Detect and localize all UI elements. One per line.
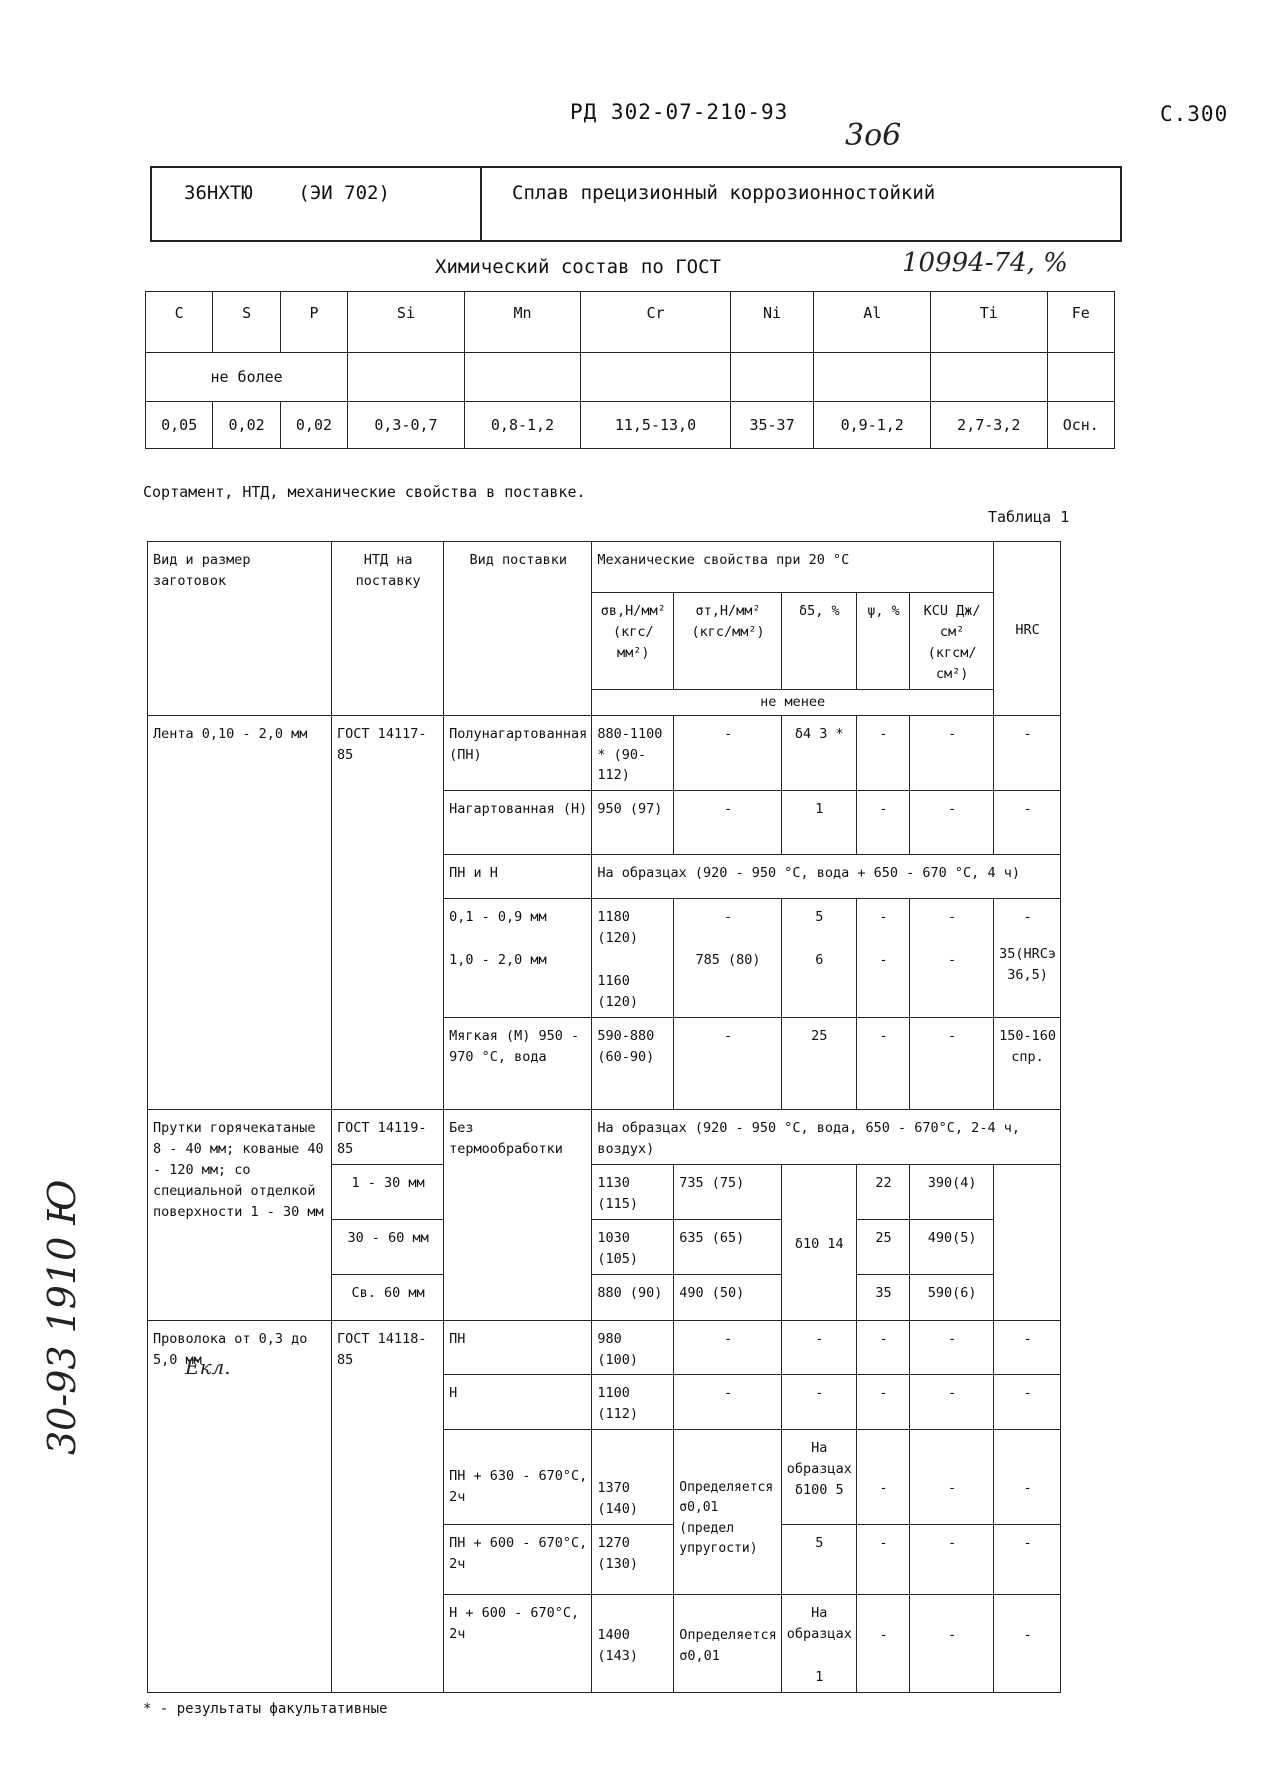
document-code: РД 302-07-210-93 (570, 100, 789, 124)
dash: - (781, 1320, 856, 1375)
dash: - (910, 1320, 994, 1375)
p2-psi: 25 (856, 1219, 909, 1274)
row-prutki: Прутки горячекатаные 8 - 40 мм; кованые 40 - 120 мм; со специальной отделкой поверхности 1 - 30 мм (148, 1110, 332, 1321)
p3-sigma-b: 880 (90) (592, 1274, 674, 1320)
p1-sigma-b: 1130 (115) (592, 1164, 674, 1219)
chem-empty-cell (1047, 353, 1114, 402)
post-n: Нагартованная (Н) (444, 791, 592, 855)
prutki-size-3: Св. 60 мм (332, 1274, 444, 1320)
post-m: Мягкая (М) 950 - 970 °С, вода (444, 1018, 592, 1110)
dash: - (856, 1375, 909, 1430)
chem-value-cell: Осн. (1047, 402, 1114, 449)
chem-header-cell: C (146, 292, 213, 353)
range-psi (856, 899, 909, 1018)
header-kcu: КСU Дж/см² (кгсм/см²) (910, 593, 994, 690)
dash: - (910, 791, 994, 855)
chem-value-cell: 0,8-1,2 (464, 402, 581, 449)
obr-note-2: На образцах (920 - 950 °С, вода, 650 - 670°С, 2-4 ч, воздух) (592, 1110, 1061, 1165)
chem-header-cell: Ti (931, 292, 1048, 353)
dash: - (994, 1525, 1061, 1595)
m-delta: 25 (781, 1018, 856, 1110)
dash: - (994, 791, 1061, 855)
post-pn: Полунагартованная (ПН) (444, 715, 592, 791)
dash: - (856, 791, 909, 855)
dash: - (723, 909, 733, 926)
chem-gost-number: 10994-74, % (902, 248, 1068, 278)
handwritten-page-number: 3о6 (845, 118, 902, 153)
w2-delta: 5 (781, 1525, 856, 1595)
gost-lenta: ГОСТ 14117-85 (332, 715, 444, 1109)
w-n-sigma-b: 1100 (112) (592, 1375, 674, 1430)
r2-hrc: 35(HRCэ 36,5) (999, 946, 1056, 984)
header-hrc: HRC (994, 542, 1061, 716)
chem-empty-cell (931, 353, 1048, 402)
dash: - (994, 1320, 1061, 1375)
dash: - (781, 1375, 856, 1430)
w3-delta-value: 1 (815, 1668, 824, 1685)
chem-value-cell: 0,02 (280, 402, 347, 449)
r2-sigma-t: 785 (80) (695, 952, 761, 969)
chem-header-cell: Mn (464, 292, 581, 353)
post-w2: ПН + 600 - 670°С, 2ч (444, 1525, 592, 1595)
dash: - (856, 715, 909, 791)
p2-sigma-b: 1030 (105) (592, 1219, 674, 1274)
obr-note-4: На образцах (786, 1605, 852, 1643)
w3-sigma-b: 1400 (143) (592, 1595, 674, 1693)
chem-empty-cell (814, 353, 931, 402)
chem-empty-cell (464, 353, 581, 402)
mechanical-properties-table (147, 541, 1061, 1693)
header-sigma-t: σт,Н/мм² (кгс/мм²) (674, 593, 782, 690)
header-vid: Вид и размер заготовок (148, 542, 332, 716)
header-delta5: δ5, % (781, 593, 856, 690)
chem-value-cell: 35-37 (730, 402, 814, 449)
title-divider (480, 168, 482, 240)
n-sigma-b: 950 (97) (592, 791, 674, 855)
prutki-hrc-empty (994, 1164, 1061, 1320)
range-hrc (994, 899, 1061, 1018)
chem-header-cell: Cr (581, 292, 730, 353)
dash: - (879, 952, 888, 969)
dash: - (674, 1320, 782, 1375)
dash: - (856, 1430, 909, 1525)
header-psi: ψ, % (856, 593, 909, 690)
header-mech: Механические свойства при 20 °С (592, 542, 994, 593)
w2-sigma-b: 1270 (130) (592, 1525, 674, 1595)
w1-delta (781, 1430, 856, 1525)
chem-empty-cell (730, 353, 814, 402)
dash: - (994, 1430, 1061, 1525)
dash: - (910, 1430, 994, 1525)
m-hrc: 150-160 спр. (994, 1018, 1061, 1110)
r2-delta: 6 (815, 952, 824, 969)
handwritten-note: Екл. (185, 1355, 231, 1379)
chem-composition-label: Химический состав по ГОСТ (435, 256, 721, 278)
post-range-1 (444, 899, 592, 1018)
r1-sigma-b: 1180 (120) (597, 909, 638, 947)
dash: - (856, 1525, 909, 1595)
not-less-label: не менее (592, 689, 994, 715)
m-sigma-b: 590-880 (60-90) (592, 1018, 674, 1110)
header-post: Вид поставки (444, 542, 592, 716)
dash: - (1023, 909, 1032, 926)
p1-sigma-t: 735 (75) (674, 1164, 782, 1219)
dash: - (948, 909, 957, 926)
w3-opr: Определяется σ0,01 (674, 1595, 782, 1693)
chem-header-cell: Al (814, 292, 931, 353)
dash: - (856, 1018, 909, 1110)
pn-sigma-b: 880-1100 * (90-112) (592, 715, 674, 791)
post-bez: Без термообработки (444, 1110, 592, 1321)
range-sigma-t (674, 899, 782, 1018)
post-w1: ПН + 630 - 670°С, 2ч (444, 1430, 592, 1525)
not-more-label: не более (146, 353, 348, 402)
dash: - (948, 952, 957, 969)
p1-kcu: 390(4) (910, 1164, 994, 1219)
range-2-label: 1,0 - 2,0 мм (449, 952, 547, 969)
prutki-size-2: 30 - 60 мм (332, 1219, 444, 1274)
sortament-heading: Сортамент, НТД, механические свойства в поставке. (143, 483, 586, 501)
dash: - (674, 1375, 782, 1430)
dash: - (674, 1018, 782, 1110)
chem-header-cell: Fe (1047, 292, 1114, 353)
row-lenta: Лента 0,10 - 2,0 мм (148, 715, 332, 1109)
prutki-size-1: 1 - 30 мм (332, 1164, 444, 1219)
p3-kcu: 590(6) (910, 1274, 994, 1320)
dash: - (674, 791, 782, 855)
row-provoloka: Проволока от 0,3 до 5,0 мм (148, 1320, 332, 1692)
gost-provoloka: ГОСТ 14118-85 (332, 1320, 444, 1692)
post-w-pn: ПН (444, 1320, 592, 1375)
r2-sigma-b: 1160 (120) (597, 973, 638, 1011)
dash: - (674, 715, 782, 791)
gost-prutki: ГОСТ 14119-85 (332, 1110, 444, 1165)
w-pn-sigma-b: 980 (100) (592, 1320, 674, 1375)
header-sigma-b: σв,Н/мм² (кгс/мм²) (592, 593, 674, 690)
chem-header-cell: Ni (730, 292, 814, 353)
n-delta: 1 (781, 791, 856, 855)
chem-value-cell: 11,5-13,0 (581, 402, 730, 449)
dash: - (856, 1595, 909, 1693)
alloy-description: Сплав прецизионный коррозионностойкий (512, 182, 936, 204)
dash: - (910, 715, 994, 791)
p3-sigma-t: 490 (50) (674, 1274, 782, 1320)
obr-note-3: На образцах (786, 1440, 852, 1478)
chem-empty-cell (348, 353, 465, 402)
w1-delta-value: δ100 5 (794, 1482, 844, 1499)
dash: - (994, 1375, 1061, 1430)
post-w3: Н + 600 - 670°С, 2ч (444, 1595, 592, 1693)
dash: - (910, 1375, 994, 1430)
dash: - (994, 1595, 1061, 1693)
w3-delta (781, 1595, 856, 1693)
chem-value-cell: 0,3-0,7 (348, 402, 465, 449)
p3-psi: 35 (856, 1274, 909, 1320)
dash: - (910, 1595, 994, 1693)
table-label: Таблица 1 (988, 508, 1070, 526)
header-ntd: НТД на поставку (332, 542, 444, 716)
pn-delta: δ4 3 * (781, 715, 856, 791)
p1-psi: 22 (856, 1164, 909, 1219)
chem-header-cell: S (213, 292, 280, 353)
chem-header-cell: Si (348, 292, 465, 353)
chem-value-cell: 0,02 (213, 402, 280, 449)
w1-sigma-b: 1370 (140) (592, 1430, 674, 1525)
r1-delta: 5 (815, 909, 824, 926)
range-1-label: 0,1 - 0,9 мм (449, 909, 547, 926)
dash: - (879, 909, 888, 926)
title-box (150, 166, 1122, 242)
post-w-n: Н (444, 1375, 592, 1430)
range-delta (781, 899, 856, 1018)
dash: - (910, 1018, 994, 1110)
p2-sigma-t: 635 (65) (674, 1219, 782, 1274)
prutki-delta10: δ10 14 (781, 1164, 856, 1320)
steel-grade: 36НХТЮ (ЭИ 702) (184, 182, 390, 204)
obr-note-1: На образцах (920 - 950 °С, вода + 650 - 670 °С, 4 ч) (592, 855, 1061, 899)
range-kcu (910, 899, 994, 1018)
chem-value-cell: 0,9-1,2 (814, 402, 931, 449)
margin-handwritten-note: 30-93 1910 Ю (40, 1179, 84, 1455)
chem-value-cell: 2,7-3,2 (931, 402, 1048, 449)
dash: - (856, 1320, 909, 1375)
page-number: С.300 (1160, 102, 1229, 126)
dash: - (994, 715, 1061, 791)
post-pn-n: ПН и Н (444, 855, 592, 899)
chem-header-cell: P (280, 292, 347, 353)
dash: - (910, 1525, 994, 1595)
footnote: * - результаты факультативные (143, 1701, 388, 1717)
chem-composition-table (145, 291, 1115, 449)
w-opr: Определяется σ0,01 (предел упругости) (674, 1430, 782, 1595)
chem-value-cell: 0,05 (146, 402, 213, 449)
p2-kcu: 490(5) (910, 1219, 994, 1274)
range-sigma-b (592, 899, 674, 1018)
chem-empty-cell (581, 353, 730, 402)
